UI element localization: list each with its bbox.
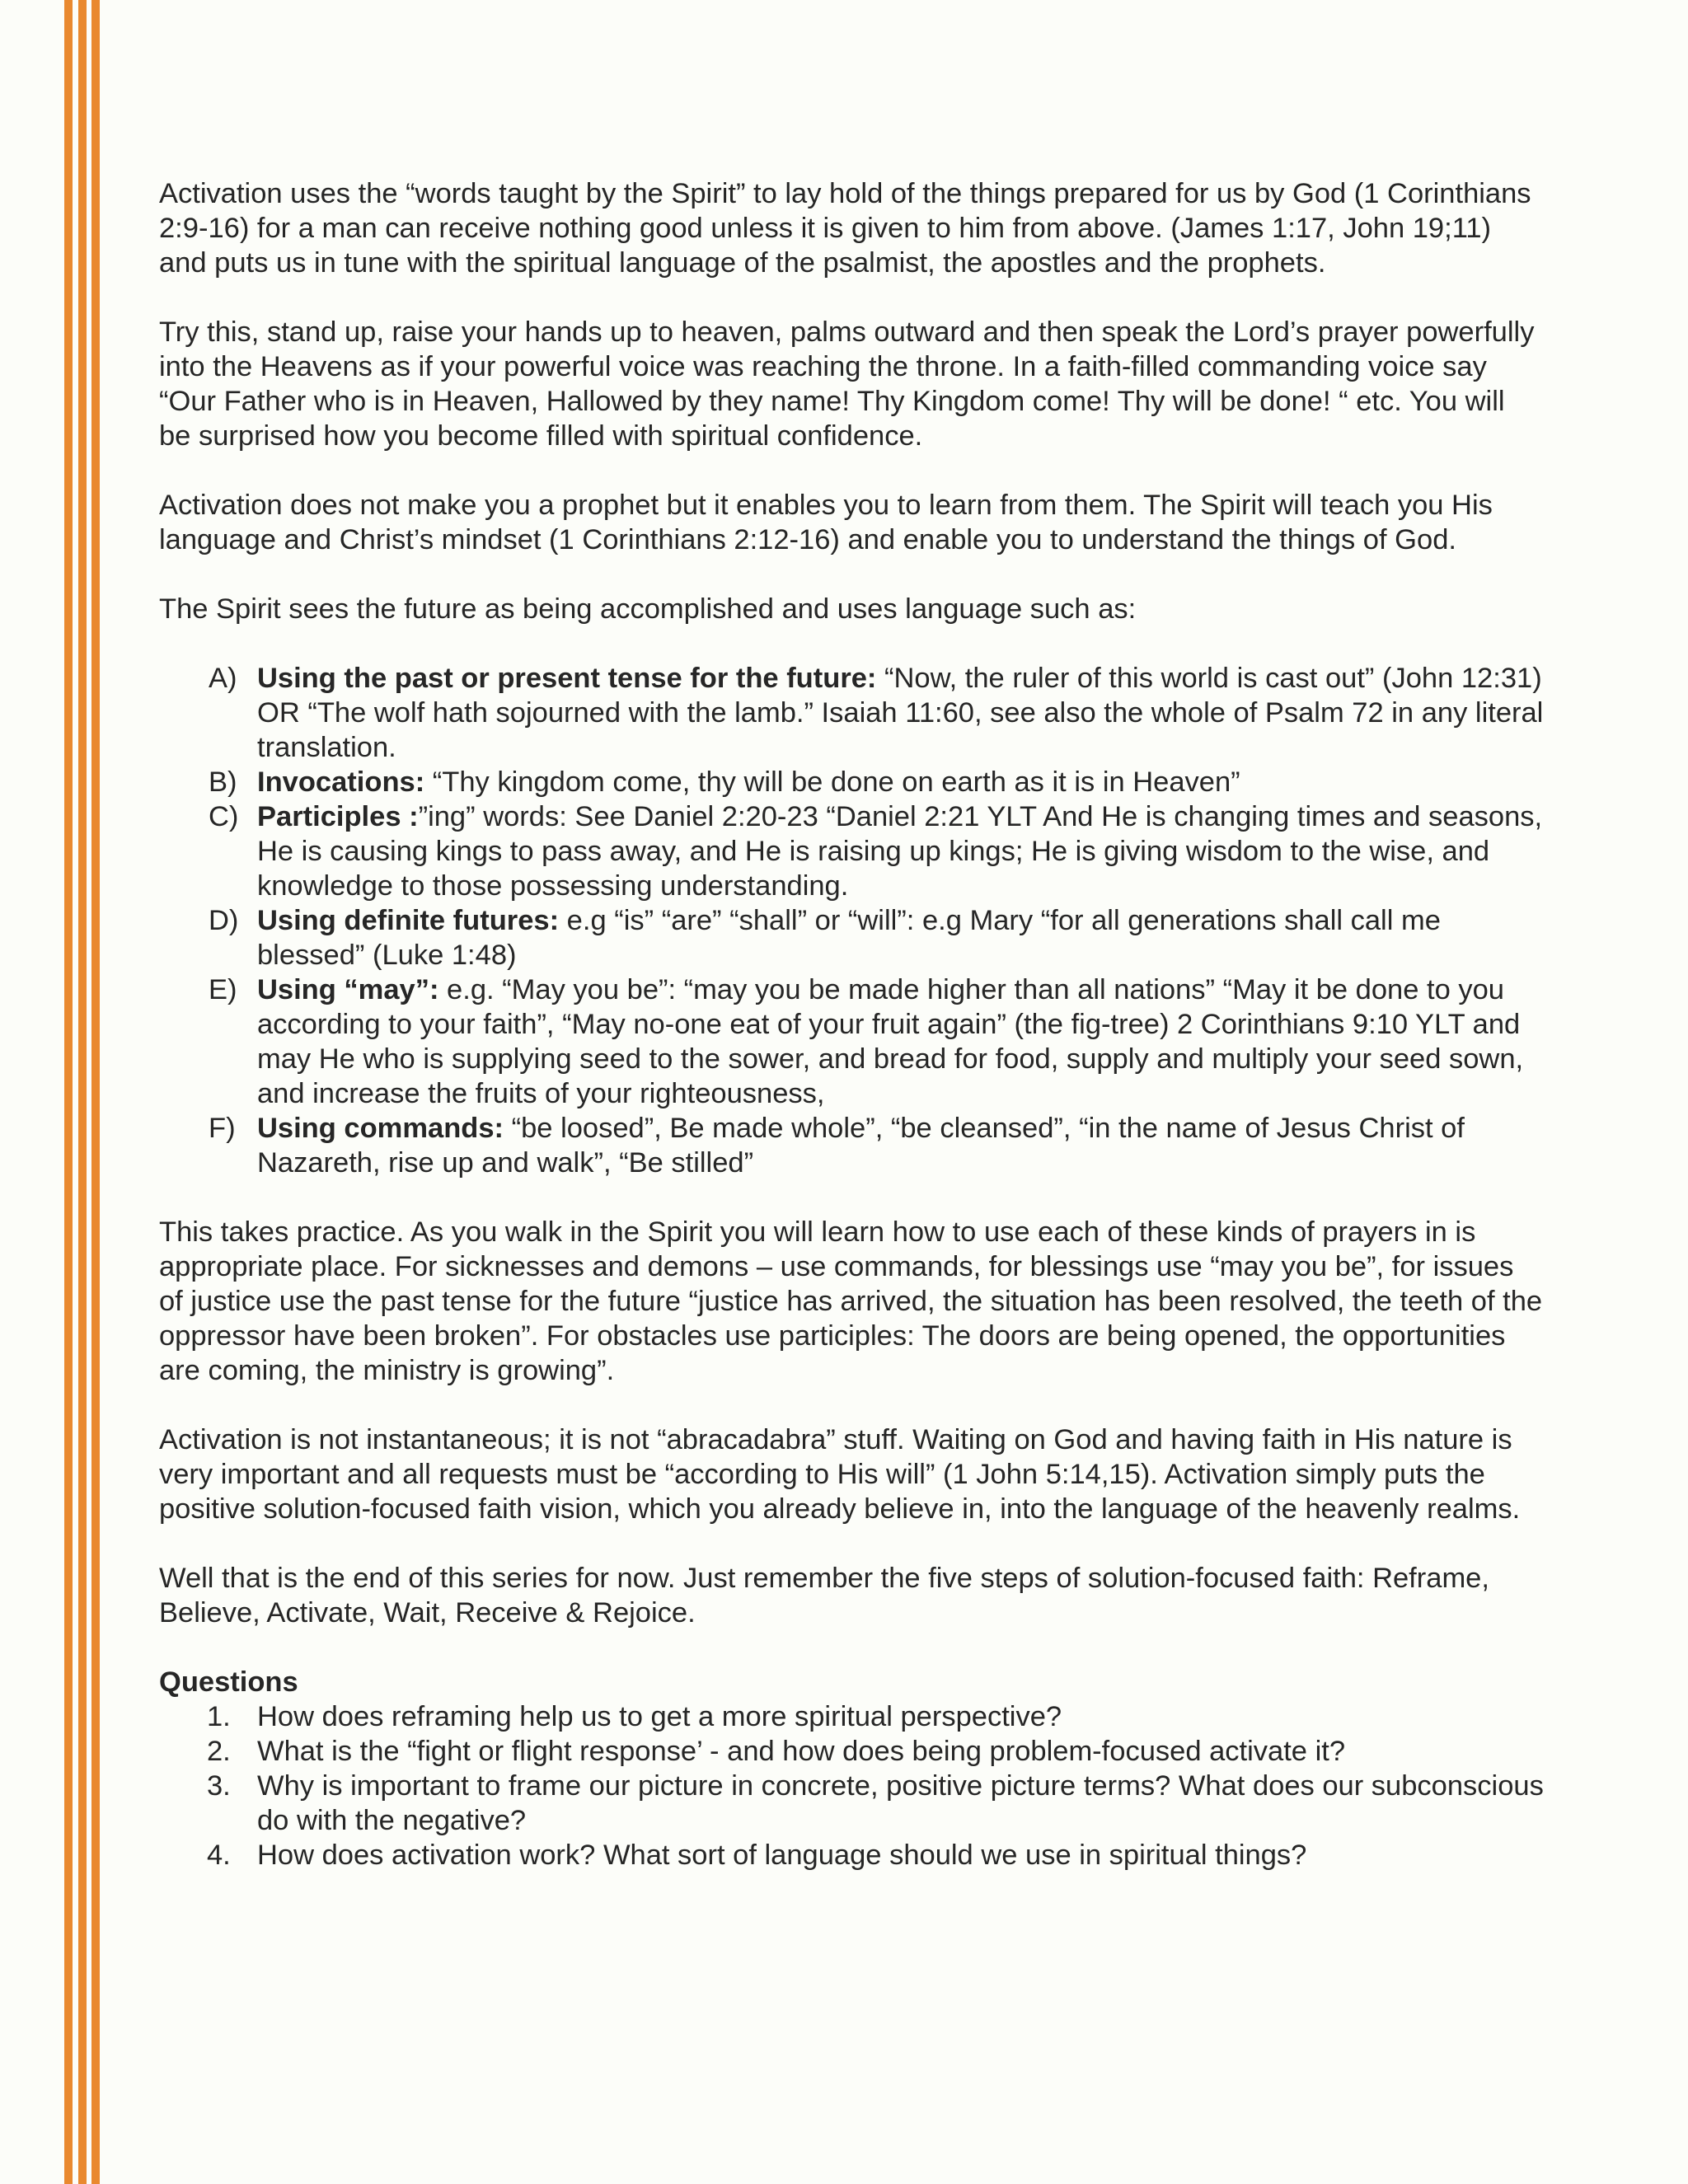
list-item-lead: Using commands:	[257, 1113, 504, 1144]
list-item	[159, 972, 1544, 1111]
paragraph-spirit-language: The Spirit sees the future as being accomplished and uses language such as:	[159, 593, 1137, 625]
list-item-text: “Now, the ruler of this world is cast out” (John 12:31) OR “The wolf hath sojourned with the lamb.” Isaiah 11:60, see also the whole of Psalm 72 in any literal translation.	[257, 663, 1544, 763]
question-number: 4.	[207, 1840, 231, 1871]
list-item-lead: Using the past or present tense for the future:	[257, 663, 877, 694]
questions-heading: Questions	[159, 1666, 298, 1698]
question-text: How does activation work? What sort of language should we use in spiritual things?	[257, 1840, 1307, 1871]
question-text: What is the “fight or flight response’ - and how does being problem-focused activate it?	[257, 1736, 1346, 1767]
list-item	[159, 1111, 1544, 1180]
paragraph-not-instantaneous: Activation is not instantaneous; it is not “abracadabra” stuff. Waiting on God and having faith in His nature is very important and all requests must be “according to His will” (1 John 5:14,15). Activation simply puts the positive solution-focused faith vision, which you already believe in, into the language of the heavenly realms.	[159, 1424, 1521, 1525]
paragraph-practice: This takes practice. As you walk in the Spirit you will learn how to use each of these kinds of prayers in is appropriate place. For sicknesses and demons – use commands, for blessings use “may you be”, for issues of justice use the past tense for the future “justice has arrived, the situation has been resolved, the teeth of the oppressor have been broken”. For obstacles use participles: The doors are being opened, the opportunities are coming, the ministry is growing”.	[159, 1216, 1543, 1386]
list-item-lead: Invocations:	[257, 766, 425, 798]
list-item-lead: Using “may”:	[257, 974, 439, 1005]
list-item-lead: Participles :	[257, 801, 419, 832]
list-item-text: e.g “is” “are” “shall” or “will”: e.g Mary “for all generations shall call me blessed” (Luke 1:48)	[257, 905, 1441, 971]
list-item	[159, 903, 1544, 972]
list-marker: A)	[209, 663, 237, 694]
language-list	[159, 661, 1544, 1180]
document-body	[159, 176, 1544, 1872]
list-marker: D)	[209, 905, 239, 936]
paragraph-series-end: Well that is the end of this series for now. Just remember the five steps of solution-focused faith: Reframe, Believe, Activate, Wait, Receive & Rejoice.	[159, 1563, 1489, 1629]
list-item-text: e.g. “May you be”: “may you be made higher than all nations” “May it be done to you according to your faith”, “May no-one eat of your fruit again” (the fig-tree) 2 Corinthians 9:10 YLT and may He who is supplying seed to the sower, and bread for food, supply and multiply your seed sown, and increase the fruits of your righteousness,	[257, 974, 1524, 1109]
question-item	[159, 1769, 1544, 1838]
list-item	[159, 765, 1544, 799]
list-marker: E)	[209, 974, 237, 1005]
paragraph-prophet: Activation does not make you a prophet but it enables you to learn from them. The Spirit will teach you His language and Christ’s mindset (1 Corinthians 2:12-16) and enable you to understand the things of God.	[159, 490, 1493, 555]
list-marker: B)	[209, 766, 237, 798]
question-text: How does reframing help us to get a more spiritual perspective?	[257, 1701, 1062, 1732]
question-number: 3.	[207, 1770, 231, 1802]
question-item	[159, 1838, 1544, 1872]
question-item	[159, 1699, 1544, 1734]
questions-list	[159, 1699, 1544, 1872]
question-number: 2.	[207, 1736, 231, 1767]
list-marker: F)	[209, 1113, 236, 1144]
margin-stripe	[64, 0, 73, 2184]
question-text: Why is important to frame our picture in concrete, positive picture terms? What does our subconscious do with the negative?	[257, 1770, 1544, 1836]
list-item	[159, 661, 1544, 765]
paragraph-lords-prayer: Try this, stand up, raise your hands up to heaven, palms outward and then speak the Lord’s prayer powerfully into the Heavens as if your powerful voice was reaching the throne. In a faith-filled commanding voice say “Our Father who is in Heaven, Hallowed by they name! Thy Kingdom come! Thy will be done! “ etc. You will be surprised how you become filled with spiritual confidence.	[159, 316, 1535, 452]
margin-stripe	[91, 0, 100, 2184]
list-marker: C)	[209, 801, 239, 832]
question-number: 1.	[207, 1701, 231, 1732]
list-item-lead: Using definite futures:	[257, 905, 560, 936]
list-item-text: ”ing” words: See Daniel 2:20-23 “Daniel 2:21 YLT And He is changing times and seasons, He is causing kings to pass away, and He is raising up kings; He is giving wisdom to the wise, and knowledge to those possessing understanding.	[257, 801, 1543, 902]
list-item-text: “Thy kingdom come, thy will be done on earth as it is in Heaven”	[424, 766, 1240, 798]
list-item	[159, 799, 1544, 903]
list-item-text: “be loosed”, Be made whole”, “be cleansed”, “in the name of Jesus Christ of Nazareth, rise up and walk”, “Be stilled”	[257, 1113, 1465, 1179]
question-item	[159, 1734, 1544, 1769]
paragraph-activation-intro: Activation uses the “words taught by the Spirit” to lay hold of the things prepared for us by God (1 Corinthians 2:9-16) for a man can receive nothing good unless it is given to him from above. (James 1:17, John 19;11) and puts us in tune with the spiritual language of the psalmist, the apostles and the prophets.	[159, 178, 1531, 279]
margin-stripe	[78, 0, 87, 2184]
